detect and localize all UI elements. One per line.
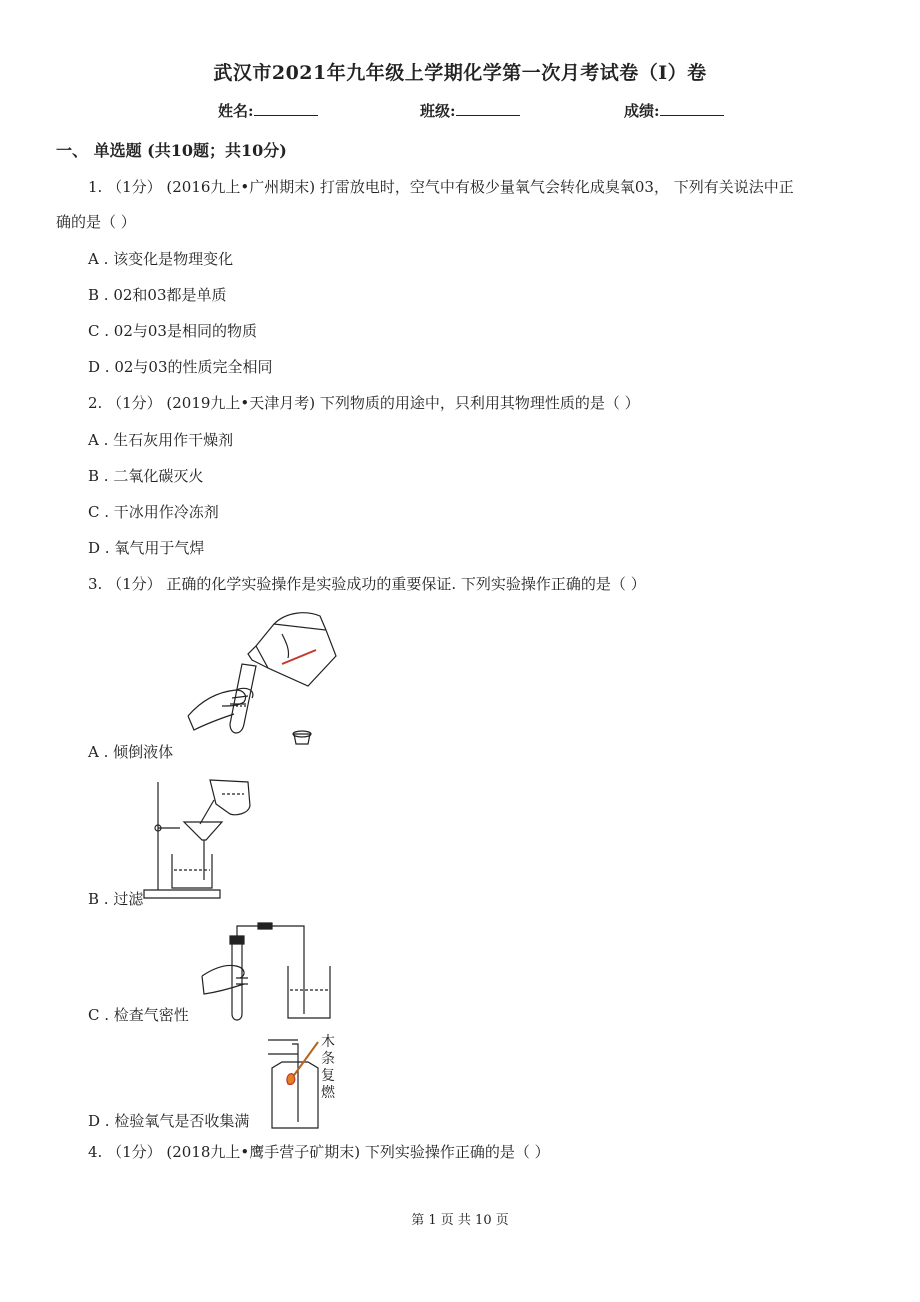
question-3-stem: 3. （1分） 正确的化学实验操作是实验成功的重要保证. 下列实验操作正确的是（ ） [88,575,646,593]
figure-c-airtightness-check [196,918,336,1026]
question-1-stem: 1. （1分） (2016九上•广州期末) 打雷放电时，空气中有极少量氧气会转化成臭氧03， 下列有关说法中正 [88,178,794,196]
figure-d-char-1: 木 [321,1034,335,1050]
q3-option-c: C . 检查气密性 [88,1006,189,1024]
q1-option-c: C . 02与03是相同的物质 [88,322,257,340]
question-2-stem: 2. （1分） (2019九上•天津月考) 下列物质的用途中，只利用其物理性质的是（ ） [88,394,640,412]
score-label: 成绩: [624,102,660,120]
q1-option-a: A . 该变化是物理变化 [88,250,234,268]
score-blank [660,101,724,116]
class-blank [456,101,520,116]
figure-d-label [320,1034,336,1102]
score-field [624,100,724,121]
class-field [420,100,520,121]
figure-d-oxygen-test [262,1032,352,1132]
q3-option-a: A . 倾倒液体 [88,743,174,761]
q1-option-d: D . 02与03的性质完全相同 [88,358,273,376]
q2-option-a: A . 生石灰用作干燥剂 [88,431,234,449]
page-title: 武汉市2021年九年级上学期化学第一次月考试卷（I）卷 [213,62,707,84]
q1-option-b: B . 02和03都是单质 [88,286,227,304]
q3-option-b: B . 过滤 [88,890,144,908]
class-label: 班级: [420,102,456,120]
figure-d-char-3: 复 [321,1068,335,1084]
question-1-stem-cont: 确的是（ ） [56,213,136,231]
page-footer: 第 1 页 共 10 页 [411,1213,509,1228]
q3-option-d: D . 检验氧气是否收集满 [88,1112,250,1130]
name-field [218,100,318,121]
figure-a-pouring-liquid [186,606,346,756]
q2-option-b: B . 二氧化碳灭火 [88,467,204,485]
section-heading: 一、 单选题 (共10题；共10分) [56,141,287,160]
question-4-stem: 4. （1分） (2018九上•鹰手营子矿期末) 下列实验操作正确的是（ ） [88,1143,550,1161]
figure-d-char-4: 燃 [321,1085,335,1101]
q2-option-c: C . 干冰用作冷冻剂 [88,503,219,521]
q2-option-d: D . 氧气用于气焊 [88,539,205,557]
figure-b-filtration [140,774,270,904]
figure-d-char-2: 条 [321,1051,335,1067]
name-blank [254,101,318,116]
name-label: 姓名: [218,102,254,120]
